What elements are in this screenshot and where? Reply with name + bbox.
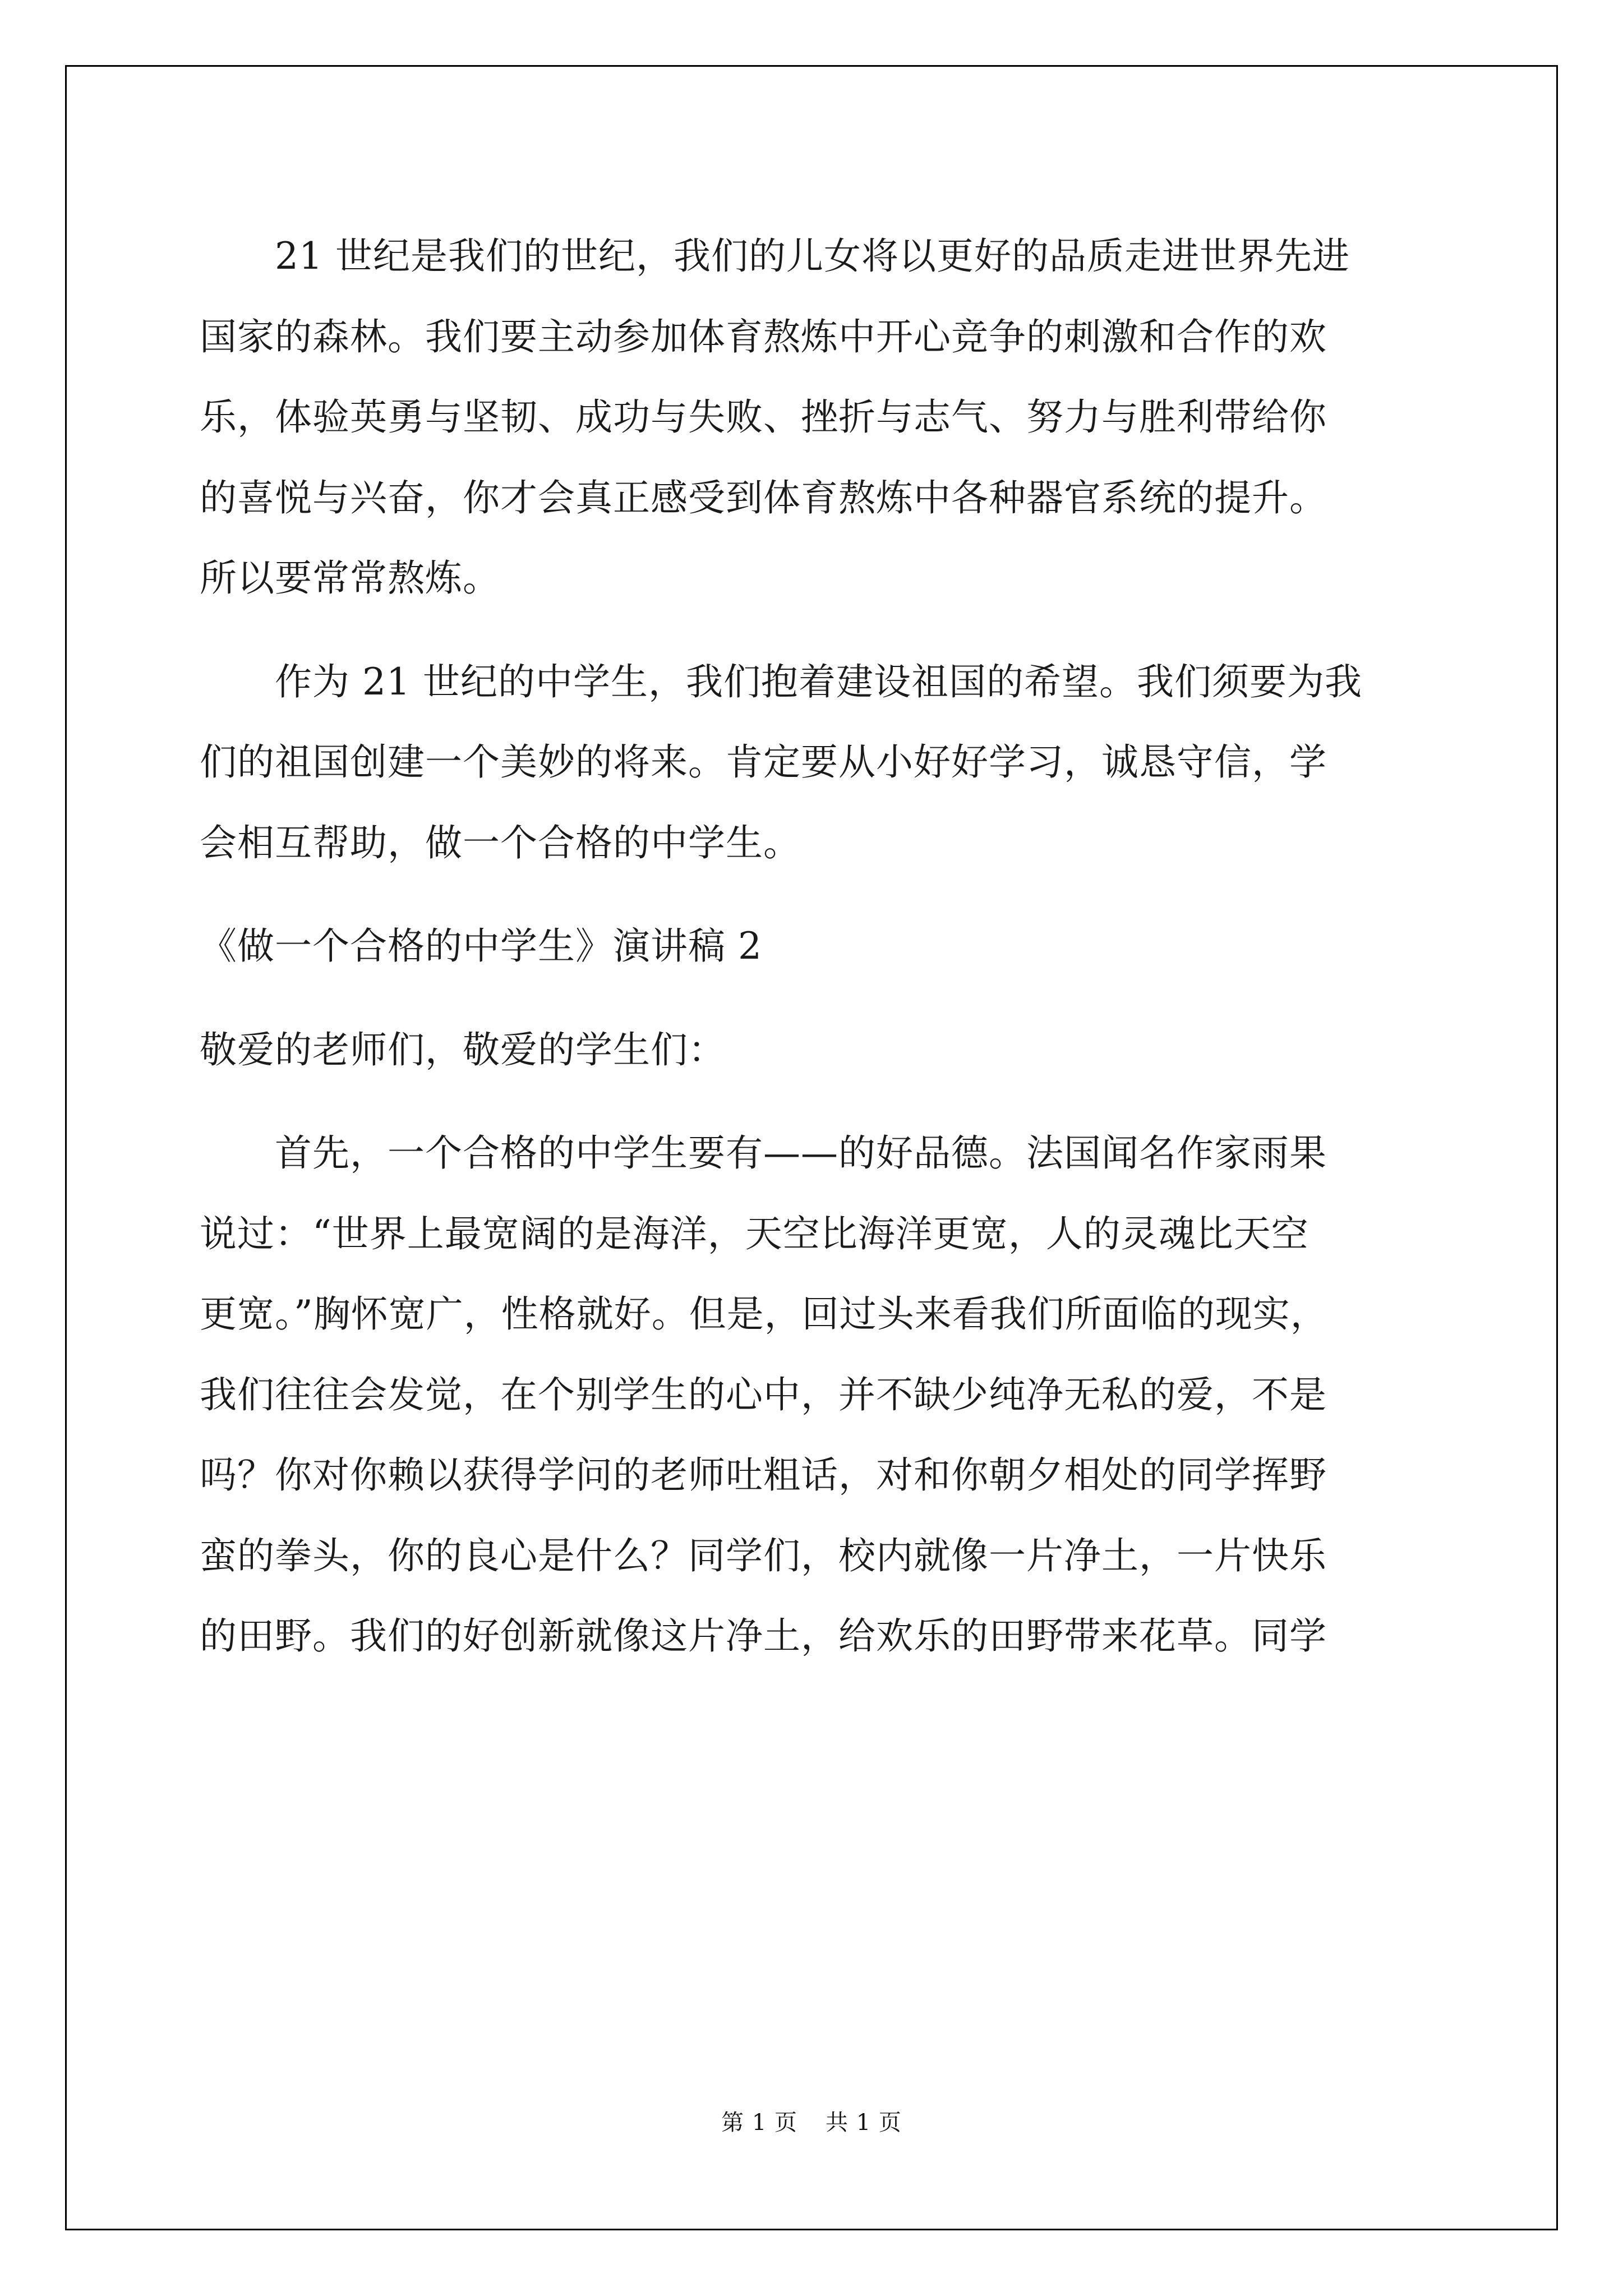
paragraph [200,216,1456,619]
text-line: 作为 21 世纪的中学生，我们抱着建设祖国的希望。我们须要为我 [200,660,1362,703]
text-line: 吗？你对你赖以获得学问的老师吐粗话，对和你朝夕相处的同学挥野 [200,1453,1327,1497]
document-body [200,216,1456,1700]
heading-line: 《做一个合格的中学生》演讲稿 2 [200,924,762,968]
page-footer [0,2105,1623,2137]
text-line: 国家的森林。我们要主动参加体育熬炼中开心竞争的刺激和合作的欢 [200,315,1327,358]
text-line: 们的祖国创建一个美妙的将来。肯定要从小好好学习，诚恳守信，学 [200,740,1327,784]
text-line: 更宽。”胸怀宽广，性格就好。但是，回过头来看我们所面临的现实， [200,1292,1328,1336]
text-line: 蛮的拳头，你的良心是什么？同学们，校内就像一片净土，一片快乐 [200,1534,1327,1577]
paragraph [200,1113,1456,1677]
text-line: 首先，一个合格的中学生要有——的好品德。法国闻名作家雨果 [200,1131,1327,1175]
section-heading [200,906,1456,987]
paragraph [200,642,1456,884]
text-line: 会相互帮助，做一个合格的中学生。 [200,821,801,864]
text-line: 乐，体验英勇与坚韧、成功与失败、挫折与志气、努力与胜利带给你 [200,395,1327,439]
text-line: 的喜悦与兴奋，你才会真正感受到体育熬炼中各种器官系统的提升。 [200,476,1327,519]
text-line: 所以要常常熬炼。 [200,556,500,600]
page-number-total: 共 1 页 [826,2110,902,2136]
salutation-line: 敬爱的老师们，敬爱的学生们： [200,1028,726,1071]
text-line: 我们往往会发觉，在个别学生的心中，并不缺少纯净无私的爱，不是 [200,1373,1327,1416]
text-line: 的田野。我们的好创新就像这片净土，给欢乐的田野带来花草。同学 [200,1614,1327,1658]
text-line: 说过：“世界上最宽阔的是海洋，天空比海洋更宽，人的灵魂比天空 [200,1212,1309,1255]
text-line: 21 世纪是我们的世纪，我们的儿女将以更好的品质走进世界先进 [200,234,1350,278]
salutation [200,1010,1456,1091]
page-number-current: 第 1 页 [721,2110,797,2136]
